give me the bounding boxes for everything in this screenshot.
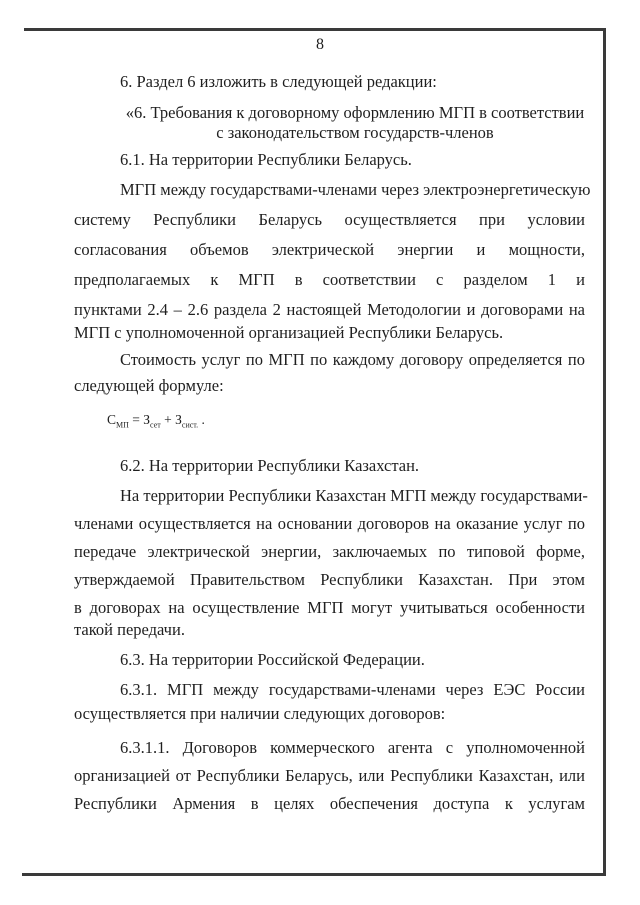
text-line: 6.3.1. МГП между государствами-членами через ЕЭС России bbox=[120, 680, 585, 699]
page-frame-top bbox=[24, 28, 606, 31]
text-line: 6.3.1.1. Договоров коммерческого агента с уполномоченной bbox=[120, 738, 585, 757]
subsection-6-1-title: 6.1. На территории Республики Беларусь. bbox=[120, 150, 412, 169]
section-6-intro: 6. Раздел 6 изложить в следующей редакции: bbox=[120, 72, 437, 91]
text-line: согласования объемов электрической энергии и мощности, bbox=[74, 240, 585, 259]
text-line: На территории Республики Казахстан МГП между государствами- bbox=[120, 486, 588, 505]
cost-formula: $С_{МП} = З_{сет} + З_{сист.}$ . bbox=[107, 412, 205, 430]
text-line: МГП с уполномоченной организацией Республики Беларусь. bbox=[74, 323, 504, 342]
text-line: такой передачи. bbox=[74, 620, 185, 639]
section-6-heading bbox=[120, 103, 590, 143]
text-line: предполагаемых к МГП в соответствии с разделом 1 и bbox=[74, 270, 585, 289]
text-line: осуществляется при наличии следующих договоров: bbox=[74, 704, 446, 723]
page-frame-bottom bbox=[22, 873, 606, 876]
text-line: пунктами 2.4 – 2.6 раздела 2 настоящей Методологии и договорами на bbox=[74, 300, 585, 319]
heading-line-2: с законодательством государств-членов bbox=[216, 123, 494, 142]
text-line: организацией от Республики Беларусь, или Республики Казахстан, или bbox=[74, 766, 585, 785]
text-line: систему Республики Беларусь осуществляется при условии bbox=[74, 210, 585, 229]
text-line: следующей формуле: bbox=[74, 376, 224, 395]
text-line: МГП между государствами-членами через электроэнергетическую bbox=[120, 180, 591, 199]
heading-line-1: «6. Требования к договорному оформлению МГП в соответствии bbox=[125, 103, 585, 122]
subsection-6-2-title: 6.2. На территории Республики Казахстан. bbox=[120, 456, 420, 475]
text-line: членами осуществляется на основании договоров на оказание услуг по bbox=[74, 514, 585, 533]
text-line: утверждаемой Правительством Республики Казахстан. При этом bbox=[74, 570, 585, 589]
subsection-6-3-title: 6.3. На территории Российской Федерации. bbox=[120, 650, 425, 669]
text-line: Республики Армения в целях обеспечения доступа к услугам bbox=[74, 794, 585, 813]
page-frame-right bbox=[603, 28, 606, 876]
text-line: Стоимость услуг по МГП по каждому договору определяется по bbox=[120, 350, 585, 369]
page-number: 8 bbox=[316, 36, 324, 53]
text-line: передаче электрической энергии, заключаемых по типовой форме, bbox=[74, 542, 585, 561]
text-line: в договорах на осуществление МГП могут учитываться особенности bbox=[74, 598, 585, 617]
